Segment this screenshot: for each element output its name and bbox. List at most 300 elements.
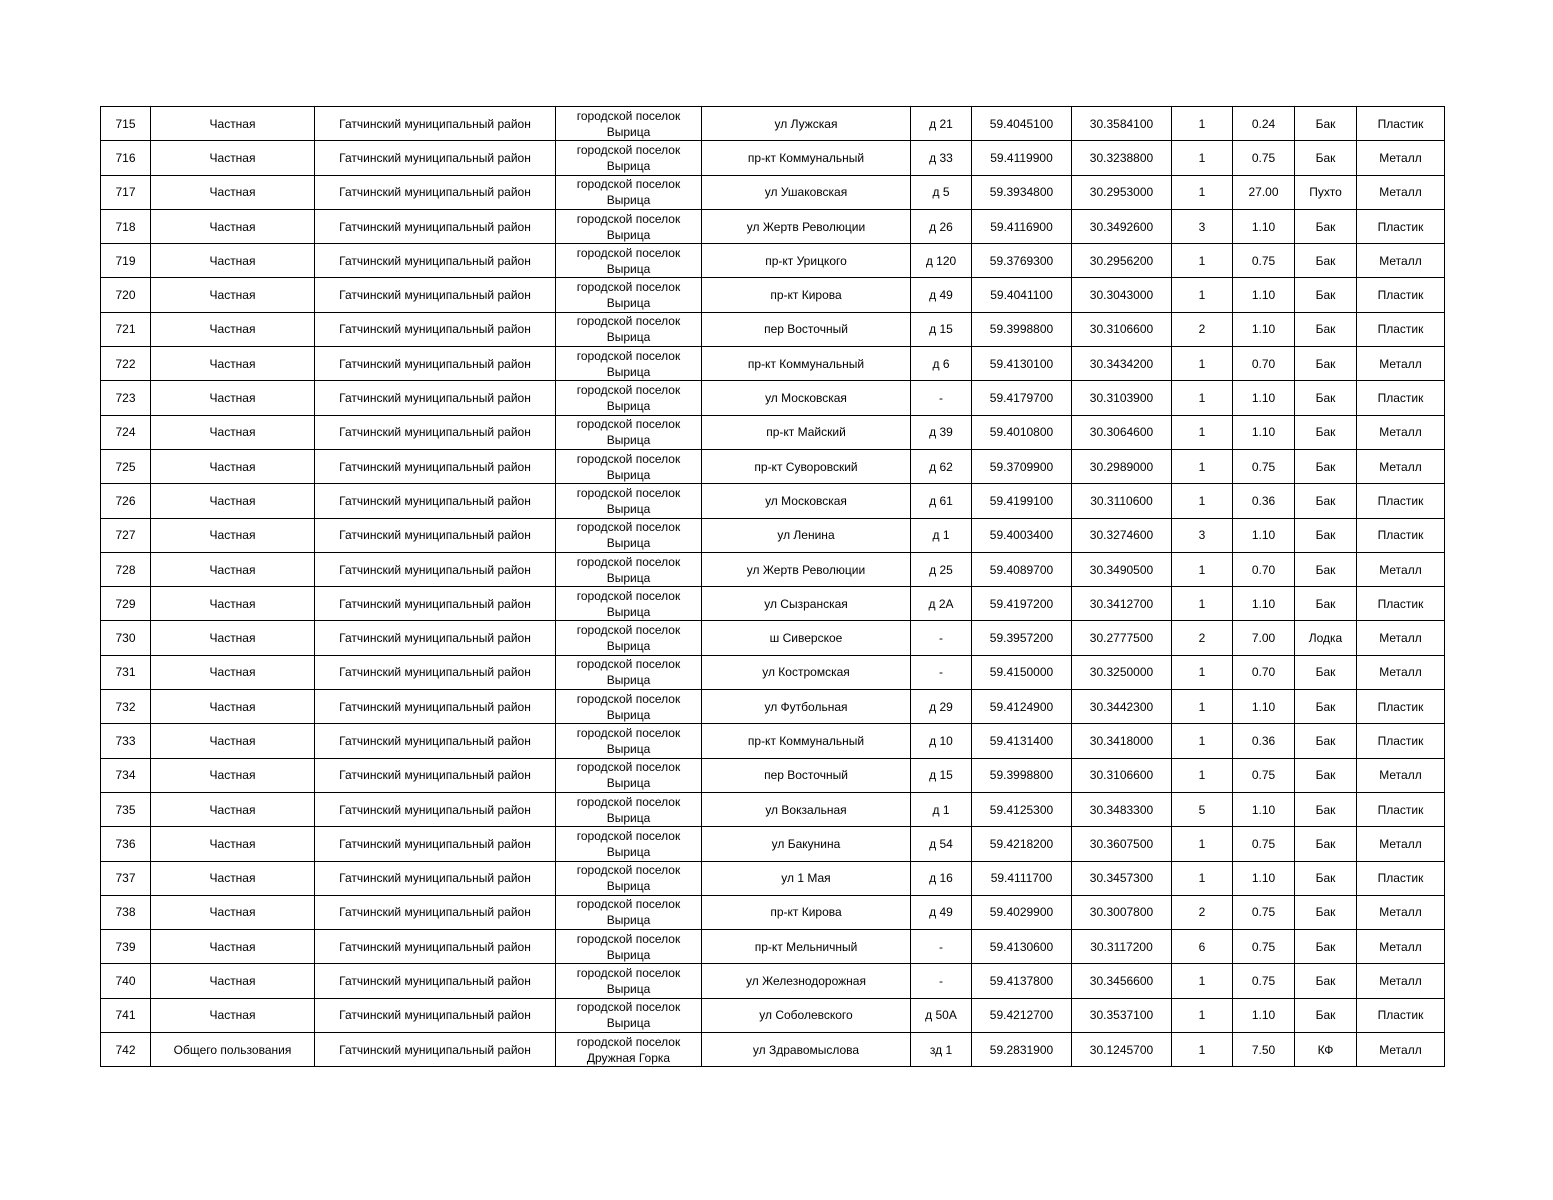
cell-container-type: Бак — [1295, 244, 1357, 278]
table-row — [101, 792, 1445, 826]
cell-container-volume: 0.75 — [1233, 930, 1295, 964]
cell-house-number: зд 1 — [911, 1033, 972, 1067]
cell-longitude: 30.1245700 — [1072, 1033, 1172, 1067]
cell-settlement: городской поселок Вырица — [556, 655, 702, 689]
cell-container-count: 1 — [1172, 964, 1233, 998]
cell-settlement: городской поселок Вырица — [556, 930, 702, 964]
cell-settlement: городской поселок Вырица — [556, 484, 702, 518]
table-row — [101, 209, 1445, 243]
cell-street: пр-кт Майский — [702, 415, 911, 449]
cell-street: ул Костромская — [702, 655, 911, 689]
cell-container-type: Пухто — [1295, 175, 1357, 209]
cell-container-material: Металл — [1357, 964, 1445, 998]
cell-longitude: 30.3456600 — [1072, 964, 1172, 998]
cell-municipal-district: Гатчинский муниципальный район — [315, 518, 556, 552]
cell-container-volume: 0.70 — [1233, 347, 1295, 381]
table-row — [101, 1033, 1445, 1067]
cell-container-volume: 0.75 — [1233, 758, 1295, 792]
cell-ownership-type: Частная — [151, 930, 315, 964]
cell-container-material: Металл — [1357, 621, 1445, 655]
table-row — [101, 347, 1445, 381]
cell-container-material: Пластик — [1357, 861, 1445, 895]
cell-longitude: 30.2956200 — [1072, 244, 1172, 278]
cell-container-count: 1 — [1172, 655, 1233, 689]
cell-container-volume: 0.75 — [1233, 244, 1295, 278]
cell-row-number: 727 — [101, 518, 151, 552]
cell-municipal-district: Гатчинский муниципальный район — [315, 964, 556, 998]
cell-latitude: 59.4199100 — [972, 484, 1072, 518]
cell-ownership-type: Частная — [151, 552, 315, 586]
cell-ownership-type: Частная — [151, 724, 315, 758]
cell-settlement: городской поселок Вырица — [556, 381, 702, 415]
cell-container-type: Бак — [1295, 792, 1357, 826]
table-row — [101, 484, 1445, 518]
cell-container-material: Пластик — [1357, 792, 1445, 826]
cell-municipal-district: Гатчинский муниципальный район — [315, 209, 556, 243]
cell-ownership-type: Частная — [151, 484, 315, 518]
cell-house-number: д 62 — [911, 449, 972, 483]
cell-container-type: Бак — [1295, 895, 1357, 929]
container-sites-table — [100, 106, 1445, 1067]
cell-row-number: 725 — [101, 449, 151, 483]
cell-settlement: городской поселок Вырица — [556, 175, 702, 209]
cell-row-number: 735 — [101, 792, 151, 826]
cell-latitude: 59.3957200 — [972, 621, 1072, 655]
cell-municipal-district: Гатчинский муниципальный район — [315, 792, 556, 826]
cell-municipal-district: Гатчинский муниципальный район — [315, 861, 556, 895]
cell-ownership-type: Частная — [151, 690, 315, 724]
cell-row-number: 721 — [101, 312, 151, 346]
cell-ownership-type: Частная — [151, 175, 315, 209]
cell-container-volume: 1.10 — [1233, 518, 1295, 552]
cell-container-material: Пластик — [1357, 484, 1445, 518]
cell-longitude: 30.3584100 — [1072, 107, 1172, 141]
cell-street: ул Футбольная — [702, 690, 911, 724]
cell-container-count: 1 — [1172, 552, 1233, 586]
cell-settlement: городской поселок Вырица — [556, 415, 702, 449]
cell-longitude: 30.3607500 — [1072, 827, 1172, 861]
cell-container-type: Бак — [1295, 209, 1357, 243]
cell-container-volume: 0.70 — [1233, 552, 1295, 586]
cell-street: ул Лужская — [702, 107, 911, 141]
cell-house-number: д 33 — [911, 141, 972, 175]
cell-container-volume: 1.10 — [1233, 587, 1295, 621]
cell-street: ул Жертв Революции — [702, 209, 911, 243]
cell-house-number: д 15 — [911, 312, 972, 346]
cell-container-count: 1 — [1172, 141, 1233, 175]
cell-container-type: Бак — [1295, 381, 1357, 415]
cell-row-number: 724 — [101, 415, 151, 449]
cell-container-volume: 1.10 — [1233, 690, 1295, 724]
cell-street: ул Ленина — [702, 518, 911, 552]
cell-latitude: 59.4130100 — [972, 347, 1072, 381]
cell-latitude: 59.3769300 — [972, 244, 1072, 278]
cell-street: пер Восточный — [702, 758, 911, 792]
cell-ownership-type: Частная — [151, 792, 315, 826]
cell-row-number: 733 — [101, 724, 151, 758]
cell-container-volume: 1.10 — [1233, 415, 1295, 449]
cell-longitude: 30.3442300 — [1072, 690, 1172, 724]
cell-row-number: 738 — [101, 895, 151, 929]
cell-row-number: 730 — [101, 621, 151, 655]
cell-container-type: Бак — [1295, 930, 1357, 964]
cell-longitude: 30.3106600 — [1072, 312, 1172, 346]
cell-longitude: 30.3110600 — [1072, 484, 1172, 518]
cell-latitude: 59.4089700 — [972, 552, 1072, 586]
cell-container-volume: 0.75 — [1233, 827, 1295, 861]
cell-settlement: городской поселок Вырица — [556, 518, 702, 552]
cell-ownership-type: Частная — [151, 861, 315, 895]
cell-container-material: Пластик — [1357, 381, 1445, 415]
cell-container-type: Бак — [1295, 312, 1357, 346]
cell-street: ул Ушаковская — [702, 175, 911, 209]
cell-ownership-type: Частная — [151, 244, 315, 278]
cell-settlement: городской поселок Вырица — [556, 278, 702, 312]
cell-settlement: городской поселок Вырица — [556, 964, 702, 998]
cell-settlement: городской поселок Вырица — [556, 998, 702, 1032]
cell-latitude: 59.4179700 — [972, 381, 1072, 415]
cell-container-type: Лодка — [1295, 621, 1357, 655]
cell-latitude: 59.2831900 — [972, 1033, 1072, 1067]
cell-longitude: 30.3103900 — [1072, 381, 1172, 415]
cell-container-volume: 0.75 — [1233, 895, 1295, 929]
cell-street: пр-кт Кирова — [702, 278, 911, 312]
cell-container-count: 1 — [1172, 724, 1233, 758]
cell-container-type: Бак — [1295, 964, 1357, 998]
cell-row-number: 739 — [101, 930, 151, 964]
cell-longitude: 30.3412700 — [1072, 587, 1172, 621]
table-row — [101, 621, 1445, 655]
cell-container-material: Металл — [1357, 415, 1445, 449]
table-row — [101, 655, 1445, 689]
cell-container-type: Бак — [1295, 484, 1357, 518]
cell-row-number: 719 — [101, 244, 151, 278]
cell-container-count: 1 — [1172, 484, 1233, 518]
cell-container-count: 2 — [1172, 621, 1233, 655]
table-row — [101, 107, 1445, 141]
cell-container-count: 1 — [1172, 690, 1233, 724]
cell-municipal-district: Гатчинский муниципальный район — [315, 930, 556, 964]
cell-latitude: 59.3998800 — [972, 312, 1072, 346]
cell-house-number: д 29 — [911, 690, 972, 724]
cell-ownership-type: Частная — [151, 381, 315, 415]
cell-row-number: 715 — [101, 107, 151, 141]
cell-container-type: Бак — [1295, 518, 1357, 552]
cell-municipal-district: Гатчинский муниципальный район — [315, 244, 556, 278]
cell-ownership-type: Частная — [151, 621, 315, 655]
cell-house-number: д 16 — [911, 861, 972, 895]
cell-house-number: - — [911, 621, 972, 655]
cell-settlement: городской поселок Вырица — [556, 312, 702, 346]
cell-latitude: 59.4041100 — [972, 278, 1072, 312]
cell-container-material: Металл — [1357, 827, 1445, 861]
cell-longitude: 30.3274600 — [1072, 518, 1172, 552]
table-row — [101, 895, 1445, 929]
cell-container-type: Бак — [1295, 107, 1357, 141]
cell-settlement: городской поселок Вырица — [556, 792, 702, 826]
cell-longitude: 30.3483300 — [1072, 792, 1172, 826]
cell-container-type: Бак — [1295, 758, 1357, 792]
cell-settlement: городской поселок Вырица — [556, 895, 702, 929]
cell-longitude: 30.3007800 — [1072, 895, 1172, 929]
cell-container-volume: 0.75 — [1233, 964, 1295, 998]
cell-container-count: 1 — [1172, 827, 1233, 861]
cell-container-type: Бак — [1295, 827, 1357, 861]
cell-row-number: 731 — [101, 655, 151, 689]
cell-longitude: 30.3238800 — [1072, 141, 1172, 175]
cell-house-number: - — [911, 655, 972, 689]
cell-municipal-district: Гатчинский муниципальный район — [315, 381, 556, 415]
cell-latitude: 59.4150000 — [972, 655, 1072, 689]
cell-container-count: 1 — [1172, 347, 1233, 381]
cell-row-number: 742 — [101, 1033, 151, 1067]
cell-container-volume: 1.10 — [1233, 209, 1295, 243]
cell-street: пр-кт Коммунальный — [702, 724, 911, 758]
cell-longitude: 30.3250000 — [1072, 655, 1172, 689]
cell-container-count: 1 — [1172, 415, 1233, 449]
cell-container-volume: 1.10 — [1233, 312, 1295, 346]
cell-container-type: Бак — [1295, 861, 1357, 895]
table-row — [101, 449, 1445, 483]
cell-house-number: д 6 — [911, 347, 972, 381]
cell-latitude: 59.4130600 — [972, 930, 1072, 964]
cell-container-material: Металл — [1357, 1033, 1445, 1067]
cell-row-number: 729 — [101, 587, 151, 621]
cell-municipal-district: Гатчинский муниципальный район — [315, 552, 556, 586]
cell-street: ул Бакунина — [702, 827, 911, 861]
cell-house-number: д 50А — [911, 998, 972, 1032]
cell-container-type: Бак — [1295, 655, 1357, 689]
table-row — [101, 587, 1445, 621]
cell-row-number: 736 — [101, 827, 151, 861]
cell-settlement: городской поселок Вырица — [556, 827, 702, 861]
cell-street: ул Жертв Революции — [702, 552, 911, 586]
cell-container-material: Металл — [1357, 552, 1445, 586]
cell-container-material: Металл — [1357, 347, 1445, 381]
cell-settlement: городской поселок Вырица — [556, 552, 702, 586]
cell-longitude: 30.2989000 — [1072, 449, 1172, 483]
cell-municipal-district: Гатчинский муниципальный район — [315, 1033, 556, 1067]
cell-container-count: 5 — [1172, 792, 1233, 826]
cell-container-volume: 7.00 — [1233, 621, 1295, 655]
cell-latitude: 59.4124900 — [972, 690, 1072, 724]
cell-container-material: Пластик — [1357, 587, 1445, 621]
cell-ownership-type: Частная — [151, 209, 315, 243]
cell-container-type: Бак — [1295, 724, 1357, 758]
cell-latitude: 59.4029900 — [972, 895, 1072, 929]
cell-container-type: Бак — [1295, 587, 1357, 621]
table-row — [101, 312, 1445, 346]
cell-container-type: Бак — [1295, 690, 1357, 724]
cell-street: ул 1 Мая — [702, 861, 911, 895]
cell-municipal-district: Гатчинский муниципальный район — [315, 827, 556, 861]
cell-row-number: 726 — [101, 484, 151, 518]
cell-container-material: Пластик — [1357, 209, 1445, 243]
cell-container-material: Пластик — [1357, 518, 1445, 552]
cell-house-number: д 1 — [911, 518, 972, 552]
cell-container-count: 1 — [1172, 107, 1233, 141]
cell-settlement: городской поселок Вырица — [556, 758, 702, 792]
cell-row-number: 717 — [101, 175, 151, 209]
cell-longitude: 30.3492600 — [1072, 209, 1172, 243]
cell-street: пр-кт Суворовский — [702, 449, 911, 483]
cell-row-number: 722 — [101, 347, 151, 381]
cell-ownership-type: Частная — [151, 107, 315, 141]
cell-container-count: 1 — [1172, 758, 1233, 792]
cell-house-number: д 21 — [911, 107, 972, 141]
cell-house-number: д 49 — [911, 895, 972, 929]
cell-street: ул Московская — [702, 484, 911, 518]
cell-row-number: 732 — [101, 690, 151, 724]
cell-container-material: Металл — [1357, 895, 1445, 929]
cell-house-number: д 1 — [911, 792, 972, 826]
cell-container-count: 3 — [1172, 518, 1233, 552]
cell-latitude: 59.4003400 — [972, 518, 1072, 552]
cell-longitude: 30.2953000 — [1072, 175, 1172, 209]
cell-settlement: городской поселок Вырица — [556, 587, 702, 621]
cell-container-material: Металл — [1357, 758, 1445, 792]
table-row — [101, 758, 1445, 792]
cell-settlement: городской поселок Вырица — [556, 244, 702, 278]
cell-municipal-district: Гатчинский муниципальный район — [315, 724, 556, 758]
cell-latitude: 59.4010800 — [972, 415, 1072, 449]
cell-latitude: 59.4197200 — [972, 587, 1072, 621]
cell-latitude: 59.4212700 — [972, 998, 1072, 1032]
cell-row-number: 723 — [101, 381, 151, 415]
cell-municipal-district: Гатчинский муниципальный район — [315, 175, 556, 209]
cell-latitude: 59.4125300 — [972, 792, 1072, 826]
cell-settlement: городской поселок Вырица — [556, 690, 702, 724]
cell-container-volume: 1.10 — [1233, 381, 1295, 415]
cell-ownership-type: Частная — [151, 141, 315, 175]
cell-municipal-district: Гатчинский муниципальный район — [315, 621, 556, 655]
cell-ownership-type: Частная — [151, 347, 315, 381]
cell-container-material: Металл — [1357, 655, 1445, 689]
cell-latitude: 59.3998800 — [972, 758, 1072, 792]
cell-latitude: 59.4131400 — [972, 724, 1072, 758]
cell-ownership-type: Частная — [151, 758, 315, 792]
table-row — [101, 724, 1445, 758]
cell-container-type: Бак — [1295, 141, 1357, 175]
cell-ownership-type: Частная — [151, 827, 315, 861]
cell-house-number: - — [911, 930, 972, 964]
cell-house-number: д 10 — [911, 724, 972, 758]
cell-container-type: Бак — [1295, 278, 1357, 312]
cell-municipal-district: Гатчинский муниципальный район — [315, 312, 556, 346]
cell-municipal-district: Гатчинский муниципальный район — [315, 690, 556, 724]
table-body — [101, 107, 1445, 1067]
cell-ownership-type: Частная — [151, 655, 315, 689]
cell-house-number: д 120 — [911, 244, 972, 278]
table-row — [101, 861, 1445, 895]
cell-container-volume: 0.36 — [1233, 484, 1295, 518]
cell-longitude: 30.3490500 — [1072, 552, 1172, 586]
cell-settlement: городской поселок Вырица — [556, 724, 702, 758]
cell-settlement: городской поселок Вырица — [556, 209, 702, 243]
cell-latitude: 59.4137800 — [972, 964, 1072, 998]
cell-street: ул Здравомыслова — [702, 1033, 911, 1067]
cell-ownership-type: Частная — [151, 998, 315, 1032]
cell-settlement: городской поселок Вырица — [556, 107, 702, 141]
cell-row-number: 720 — [101, 278, 151, 312]
cell-container-count: 1 — [1172, 449, 1233, 483]
cell-ownership-type: Частная — [151, 415, 315, 449]
cell-longitude: 30.3457300 — [1072, 861, 1172, 895]
table-row — [101, 930, 1445, 964]
cell-container-volume: 1.10 — [1233, 998, 1295, 1032]
cell-street: пр-кт Мельничный — [702, 930, 911, 964]
cell-row-number: 716 — [101, 141, 151, 175]
cell-container-volume: 7.50 — [1233, 1033, 1295, 1067]
cell-street: ул Московская — [702, 381, 911, 415]
table-row — [101, 690, 1445, 724]
cell-ownership-type: Общего пользования — [151, 1033, 315, 1067]
cell-latitude: 59.3709900 — [972, 449, 1072, 483]
cell-longitude: 30.3418000 — [1072, 724, 1172, 758]
cell-ownership-type: Частная — [151, 518, 315, 552]
cell-container-type: КФ — [1295, 1033, 1357, 1067]
cell-latitude: 59.3934800 — [972, 175, 1072, 209]
cell-longitude: 30.3064600 — [1072, 415, 1172, 449]
cell-container-type: Бак — [1295, 449, 1357, 483]
cell-street: ул Железнодорожная — [702, 964, 911, 998]
table-row — [101, 964, 1445, 998]
cell-row-number: 741 — [101, 998, 151, 1032]
cell-house-number: д 49 — [911, 278, 972, 312]
cell-house-number: д 15 — [911, 758, 972, 792]
cell-container-volume: 0.36 — [1233, 724, 1295, 758]
cell-container-material: Металл — [1357, 175, 1445, 209]
cell-container-material: Пластик — [1357, 278, 1445, 312]
cell-container-count: 1 — [1172, 381, 1233, 415]
cell-settlement: городской поселок Вырица — [556, 141, 702, 175]
cell-container-material: Металл — [1357, 244, 1445, 278]
cell-municipal-district: Гатчинский муниципальный район — [315, 998, 556, 1032]
cell-container-count: 1 — [1172, 278, 1233, 312]
cell-container-count: 1 — [1172, 587, 1233, 621]
table-row — [101, 278, 1445, 312]
table-row — [101, 552, 1445, 586]
cell-settlement: городской поселок Вырица — [556, 449, 702, 483]
cell-container-material: Пластик — [1357, 998, 1445, 1032]
cell-street: ул Вокзальная — [702, 792, 911, 826]
cell-street: пр-кт Кирова — [702, 895, 911, 929]
cell-municipal-district: Гатчинский муниципальный район — [315, 449, 556, 483]
cell-ownership-type: Частная — [151, 964, 315, 998]
cell-container-count: 1 — [1172, 1033, 1233, 1067]
cell-municipal-district: Гатчинский муниципальный район — [315, 278, 556, 312]
cell-municipal-district: Гатчинский муниципальный район — [315, 655, 556, 689]
cell-longitude: 30.2777500 — [1072, 621, 1172, 655]
cell-house-number: д 26 — [911, 209, 972, 243]
table-row — [101, 415, 1445, 449]
cell-ownership-type: Частная — [151, 449, 315, 483]
cell-container-count: 1 — [1172, 175, 1233, 209]
cell-container-material: Металл — [1357, 930, 1445, 964]
cell-longitude: 30.3434200 — [1072, 347, 1172, 381]
table-row — [101, 827, 1445, 861]
cell-ownership-type: Частная — [151, 312, 315, 346]
table-row — [101, 381, 1445, 415]
cell-municipal-district: Гатчинский муниципальный район — [315, 141, 556, 175]
cell-container-count: 3 — [1172, 209, 1233, 243]
cell-container-material: Металл — [1357, 449, 1445, 483]
cell-container-count: 1 — [1172, 244, 1233, 278]
cell-settlement: городской поселок Вырица — [556, 621, 702, 655]
cell-house-number: д 61 — [911, 484, 972, 518]
cell-row-number: 728 — [101, 552, 151, 586]
cell-municipal-district: Гатчинский муниципальный район — [315, 587, 556, 621]
